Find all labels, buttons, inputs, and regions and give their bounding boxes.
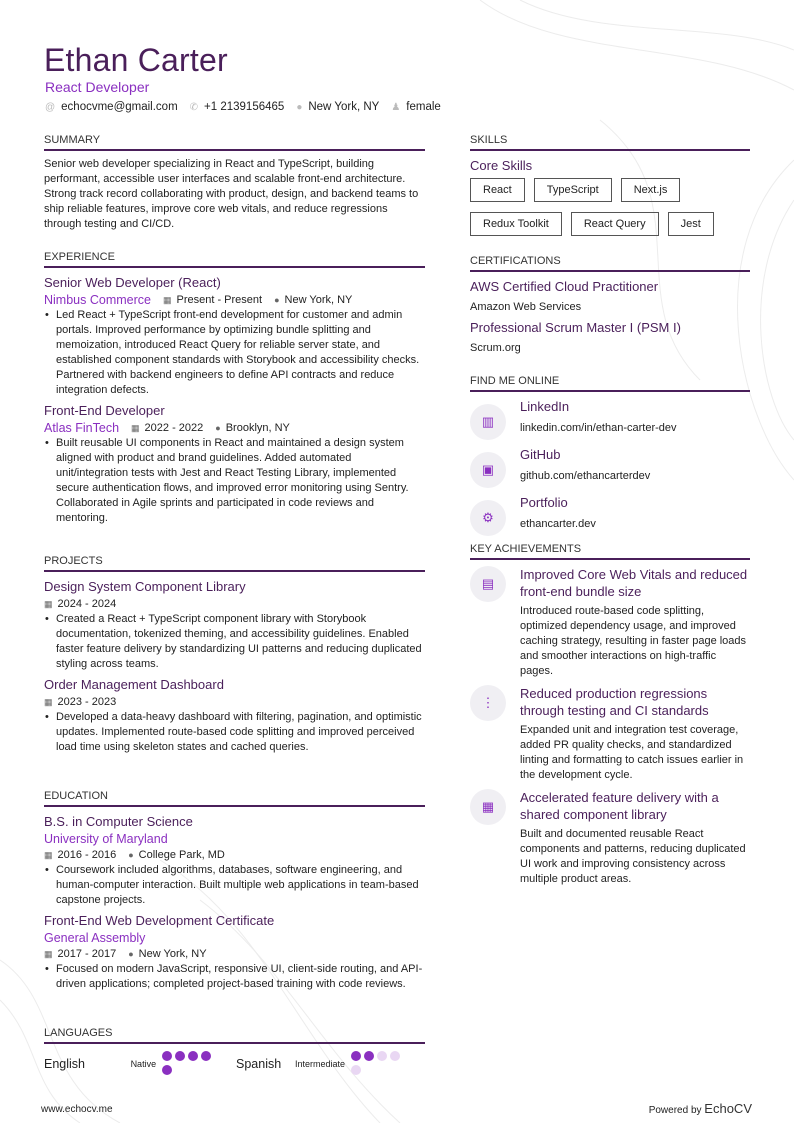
achievement-desc: Introduced route-based code splitting, optimized dependency usage, and improved caching strategy, resulting in faster page loads and smoother interactions on high-traffic pages. (520, 605, 747, 677)
calendar-chart-icon: ▤ (470, 566, 506, 602)
certification-issuer: Scrum.org (470, 342, 521, 354)
skill-group-title: Core Skills (470, 158, 533, 173)
languages-section (44, 1027, 425, 1078)
skill-tag: TypeScript (534, 178, 612, 202)
bullet: • Focused on modern JavaScript, responsive UI, client-side routing, and API-driven applications; completed project-based training with code reviews. (44, 962, 425, 992)
location-pin-icon: ● (296, 102, 303, 113)
section-heading: PROJECTS (44, 555, 425, 572)
certification-title: AWS Certified Cloud Practitioner (470, 279, 659, 294)
online-link[interactable] (470, 398, 750, 440)
online-link[interactable] (470, 446, 750, 488)
footer-site[interactable]: www.echocv.me (41, 1104, 113, 1115)
link-url[interactable]: ethancarter.dev (520, 518, 596, 530)
section-heading: KEY ACHIEVEMENTS (470, 543, 750, 560)
bullet-list (44, 308, 425, 398)
projects-section (44, 555, 425, 759)
rating-dot (390, 1051, 400, 1061)
achievement-desc: Built and documented reusable React components and patterns, reducing duplicated UI work and improving consistency across multiple product areas. (520, 828, 746, 885)
degree-title: Front-End Web Development Certificate (44, 913, 275, 928)
dates (44, 946, 116, 962)
certifications-section (470, 255, 750, 356)
certification-title: Professional Scrum Master I (PSM I) (470, 320, 681, 335)
location (128, 847, 225, 863)
skill-tag: Jest (668, 212, 714, 236)
location-pin-icon: ● (128, 949, 134, 959)
position-title: Front-End Developer (44, 403, 165, 418)
school-name: General Assembly (44, 931, 146, 945)
achievement (470, 566, 750, 683)
rating-dot (175, 1051, 185, 1061)
calendar-icon: ▦ (44, 949, 53, 959)
item-meta (44, 420, 425, 436)
achievement-title: Improved Core Web Vitals and reduced front-end bundle size (520, 567, 748, 599)
link-text (520, 494, 596, 536)
item-meta (44, 292, 425, 308)
link-url[interactable]: linkedin.com/in/ethan-carter-dev (520, 422, 677, 434)
skill-tag: Next.js (621, 178, 681, 202)
rating-dot (351, 1065, 361, 1075)
dates (131, 420, 203, 436)
language-list (44, 1050, 425, 1078)
location-text: College Park, MD (138, 849, 225, 861)
location (215, 420, 290, 436)
position-title: Senior Web Developer (React) (44, 275, 221, 290)
clipboard-icon: ▣ (470, 452, 506, 488)
date-range: 2024 - 2024 (57, 598, 117, 610)
language-rating (351, 1050, 415, 1078)
section-heading: LANGUAGES (44, 1027, 425, 1044)
school-name: University of Maryland (44, 832, 168, 846)
language-name: English (44, 1057, 85, 1071)
location: New York, NY (308, 101, 380, 113)
project-title: Design System Component Library (44, 579, 246, 594)
calendar-icon: ▦ (44, 599, 53, 609)
skill-tag: React Query (571, 212, 659, 236)
language-name: Spanish (236, 1057, 282, 1071)
powered-by: Powered by (648, 1105, 702, 1116)
section-heading: SKILLS (470, 134, 750, 151)
item-meta (44, 694, 425, 710)
date-range: 2022 - 2022 (144, 422, 204, 434)
rating-dot (201, 1051, 211, 1061)
candidate-name: Ethan Carter (44, 42, 228, 78)
language-level: Intermediate (295, 1059, 346, 1069)
calendar-icon: ▦ (44, 850, 53, 860)
location (274, 292, 352, 308)
dots-vertical-icon: ⋮ (470, 685, 506, 721)
skill-tag: React (470, 178, 525, 202)
location-text: Brooklyn, NY (225, 422, 290, 434)
link-label: Portfolio (520, 495, 568, 510)
building-icon: ▥ (470, 404, 506, 440)
education-section (44, 790, 425, 996)
achievement-desc: Expanded unit and integration test coverage, added PR quality checks, and standardized linting and formatting to catch issues earlier in the development cycle. (520, 724, 744, 781)
date-range: Present - Present (176, 294, 263, 306)
summary-text: Senior web developer specializing in React and TypeScript, building performant, accessible user interfaces and scalable front-end architecture. Strong track record collaborating with product, design, and backend teams to ship reliable features, improve core web vitals, and reduce regressions through testing and CI/CD. (44, 158, 419, 230)
calendar-icon: ▦ (44, 697, 53, 707)
section-heading: CERTIFICATIONS (470, 255, 750, 272)
calendar-icon: ▦ (162, 295, 172, 305)
skill-tag: Redux Toolkit (470, 212, 562, 236)
achievement-text (520, 789, 750, 891)
company-name: Atlas FinTech (44, 421, 120, 435)
bullet: • Led React + TypeScript front-end development for customer and admin portals. Improved performance by optimizing bundle splitting and memoization, introduced React Query for reliable server state, and established component standards with Storybook and accessibility checks. Partnered with backend engineers to define API contracts and reduce integration defects. (44, 308, 425, 398)
achievements-section (470, 543, 750, 893)
date-range: 2016 - 2016 (57, 849, 117, 861)
phone-icon: ✆ (189, 102, 199, 113)
link-url[interactable]: github.com/ethancarterdev (520, 470, 651, 482)
project-title: Order Management Dashboard (44, 677, 224, 692)
certification-issuer: Amazon Web Services (470, 301, 582, 313)
achievement (470, 685, 750, 787)
rating-dot (364, 1051, 374, 1061)
online-section (470, 375, 750, 542)
person-icon: ♟ (391, 102, 401, 113)
at-icon: @ (45, 102, 56, 113)
bullet: • Coursework included algorithms, databases, software engineering, and human-computer interaction. Built multiple web applications in team-based capstone projects. (44, 863, 425, 908)
bullet: • Built reusable UI components in React and maintained a design system aligned with product and brand guidelines. Added automated unit/integration tests with Jest and React Testing Library, implemented secure authentication flows, and improved error monitoring using Sentry. Collaborated in Agile sprints and participated in code reviews and mentoring. (44, 436, 425, 526)
summary-section (44, 134, 425, 232)
link-label: LinkedIn (520, 399, 570, 414)
rating-dot (162, 1051, 172, 1061)
rating-dot (162, 1065, 172, 1075)
section-heading: EXPERIENCE (44, 251, 425, 268)
location-pin-icon: ● (215, 423, 221, 433)
email[interactable]: echocvme@gmail.com (61, 101, 178, 113)
date-range: 2017 - 2017 (57, 948, 117, 960)
brand-logo[interactable]: EchoCV (704, 1101, 752, 1116)
link-text (520, 446, 650, 488)
location-text: New York, NY (138, 948, 207, 960)
calculator-icon: ▦ (470, 789, 506, 825)
rating-dot (188, 1051, 198, 1061)
calendar-icon: ▦ (131, 423, 140, 433)
footer-powered (649, 1101, 752, 1116)
language-level: Native (130, 1059, 157, 1069)
bullet-list (44, 863, 425, 908)
skills-section (470, 134, 750, 236)
achievement (470, 789, 750, 891)
item-meta (44, 847, 425, 863)
job-title: React Developer (45, 79, 150, 95)
location (128, 946, 206, 962)
gear-icon: ⚙ (470, 500, 506, 536)
achievement-text (520, 566, 750, 683)
date-range: 2023 - 2023 (57, 696, 117, 708)
section-heading: SUMMARY (44, 134, 425, 151)
item-meta (44, 946, 425, 962)
location-pin-icon: ● (128, 850, 134, 860)
location-pin-icon: ● (274, 295, 280, 305)
section-heading: FIND ME ONLINE (470, 375, 750, 392)
experience-section (44, 251, 425, 530)
dates (44, 694, 116, 710)
bullet-list (44, 710, 425, 755)
language-rating (162, 1050, 226, 1078)
degree-title: B.S. in Computer Science (44, 814, 193, 829)
link-label: GitHub (520, 447, 561, 462)
section-heading: EDUCATION (44, 790, 425, 807)
achievement-title: Reduced production regressions through testing and CI standards (520, 686, 709, 718)
dates (44, 847, 116, 863)
bullet-list (44, 436, 425, 526)
achievement-title: Accelerated feature delivery with a shared component library (520, 790, 719, 822)
dates (163, 292, 262, 308)
bullet: • Created a React + TypeScript component library with Storybook documentation, tokenized theming, and accessibility guidelines. Enabled faster feature delivery by standardizing UI patterns and reducing duplicated styling across teams. (44, 612, 425, 672)
gender: female (406, 101, 441, 113)
achievement-text (520, 685, 750, 787)
bullet-list (44, 962, 425, 992)
item-meta (44, 596, 425, 612)
phone[interactable]: +1 2139156465 (204, 101, 285, 113)
company-name: Nimbus Commerce (44, 293, 151, 307)
skill-tags (470, 178, 750, 236)
dates (44, 596, 116, 612)
rating-dot (377, 1051, 387, 1061)
bullet-list (44, 612, 425, 672)
bullet: • Developed a data-heavy dashboard with filtering, pagination, and optimistic updates. Implemented route-based code splitting and improved perceived load time using skeleton states and cached queries. (44, 710, 425, 755)
link-text (520, 398, 677, 440)
location-text: New York, NY (284, 294, 353, 306)
online-link[interactable] (470, 494, 750, 536)
rating-dot (351, 1051, 361, 1061)
contact-info (45, 101, 441, 113)
